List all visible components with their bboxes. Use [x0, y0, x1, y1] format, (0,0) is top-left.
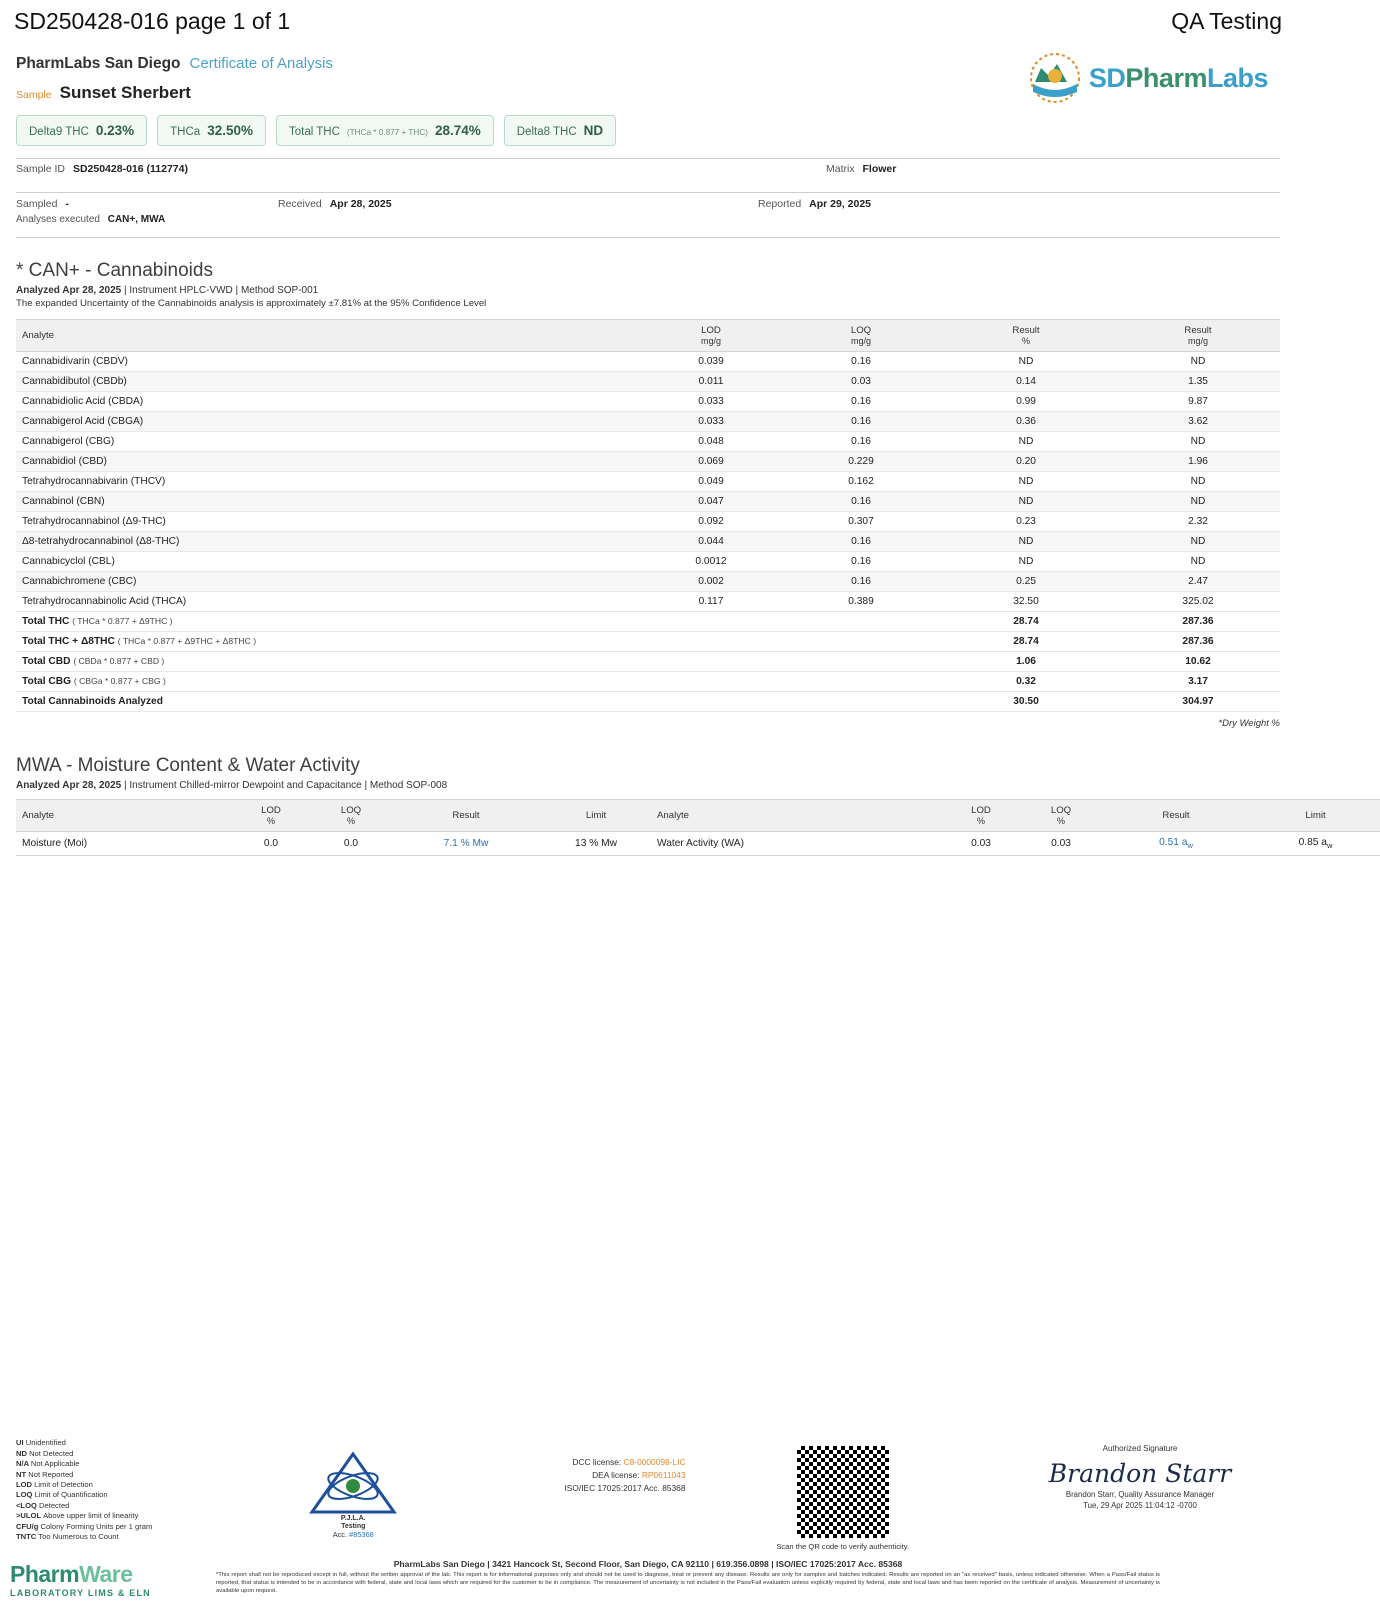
chip-formula: (THCa * 0.877 + THC)	[346, 128, 428, 137]
analyte-result-mg: ND	[1116, 552, 1280, 572]
analyte-name: Cannabidiolic Acid (CBDA)	[16, 392, 636, 412]
mwa-table	[16, 799, 1380, 856]
total-loq	[786, 652, 936, 672]
received-label: Received	[278, 198, 322, 210]
analyte-result-pct: 0.25	[936, 572, 1116, 592]
col-result-pct-unit: %	[1021, 336, 1030, 346]
pharmlabs-badge-icon	[1027, 52, 1083, 104]
total-result-mg: 304.97	[1116, 692, 1280, 712]
total-loq	[786, 612, 936, 632]
pjla-accreditation	[293, 1438, 413, 1539]
analyte-name: Cannabidibutol (CBDb)	[16, 372, 636, 392]
legend-text: Not Detected	[29, 1448, 74, 1458]
dcc-label: DCC license:	[572, 1457, 622, 1468]
analyte-lod: 0.117	[636, 592, 786, 612]
mwa-moisture-lod: 0.0	[231, 832, 311, 856]
legend-item	[16, 1532, 231, 1542]
analyte-name: Cannabidivarin (CBDV)	[16, 352, 636, 372]
analyte-lod: 0.033	[636, 412, 786, 432]
footer-address: PharmLabs San Diego | 3421 Hancock St, Second Floor, San Diego, CA 92110 | 619.356.0898 | ISO/IEC 17025:2017 Acc. 85368	[393, 1559, 903, 1570]
dea-value: RP0611043	[641, 1470, 686, 1481]
analyte-result-mg: 2.32	[1116, 512, 1280, 532]
col-lod-unit: mg/g	[700, 336, 721, 346]
pharmware-name-b: Ware	[79, 1561, 133, 1587]
analyte-lod: 0.048	[636, 432, 786, 452]
col-result-mg	[1116, 320, 1280, 352]
col-result-mg-unit: mg/g	[1187, 336, 1208, 346]
analyte-result-mg: 2.47	[1116, 572, 1280, 592]
pharmware-wordmark	[10, 1561, 180, 1588]
qr-caption: Scan the QR code to verify authenticity.	[776, 1542, 910, 1552]
total-label: Total CBG ( CBGa * 0.877 + CBG )	[16, 672, 636, 692]
total-result-pct: 30.50	[936, 692, 1116, 712]
analyte-result-mg: 9.87	[1116, 392, 1280, 412]
pharmware-logo	[10, 1561, 180, 1598]
legend-code: NT	[16, 1469, 29, 1479]
pjla-acc-num: #85368	[349, 1530, 374, 1540]
page-footer	[0, 1438, 1296, 1604]
legend-text: Limit of Quantification	[34, 1490, 108, 1500]
analyte-lod: 0.011	[636, 372, 786, 392]
mwa-col-loq	[311, 800, 391, 832]
mwa-wa-lod: 0.03	[941, 832, 1021, 856]
total-result-mg: 10.62	[1116, 652, 1280, 672]
chip-total-thc	[276, 115, 494, 146]
total-result-mg: 3.17	[1116, 672, 1280, 692]
mwa-col-limit2: Limit	[1251, 800, 1380, 832]
report-id-page: SD250428-016 page 1 of 1	[14, 8, 291, 34]
meta-row-dates	[16, 193, 1280, 212]
logo-wordmark	[1089, 63, 1268, 94]
col-lod-text: LOD	[701, 325, 721, 336]
total-label: Total THC + Δ8THC ( THCa * 0.877 + Δ9THC + Δ8THC )	[16, 632, 636, 652]
cannabinoids-table	[16, 319, 1280, 712]
mwa-header-row	[16, 800, 1380, 832]
table-row	[16, 552, 1280, 572]
mwa-wa-limit	[1251, 832, 1380, 856]
table-row-total	[16, 652, 1280, 672]
cann-method: Method SOP-001	[240, 285, 319, 296]
analyte-result-mg: ND	[1116, 352, 1280, 372]
legend-code: N/A	[16, 1459, 31, 1469]
analyte-result-pct: 32.50	[936, 592, 1116, 612]
signature-block	[1000, 1438, 1280, 1512]
legend-item	[16, 1470, 231, 1480]
analyte-loq: 0.16	[786, 392, 936, 412]
signature-image: Brandon Starr	[1048, 1459, 1232, 1489]
total-formula: ( CBGa * 0.877 + CBG )	[73, 676, 166, 686]
cann-instrument: Instrument HPLC-VWD	[129, 285, 233, 296]
mwa-moisture-limit: 13 % Mw	[541, 832, 651, 856]
mwa-wa-limit-sub: w	[1326, 841, 1333, 851]
col-loq	[786, 320, 936, 352]
col-result-pct-text: Result	[1012, 325, 1040, 336]
pjla-svg	[310, 1452, 396, 1514]
analyte-result-mg: ND	[1116, 472, 1280, 492]
chip-value: 28.74%	[434, 123, 481, 138]
mwa-method-line: Analyzed Apr 28, 2025 | Instrument Chilled-mirror Dewpoint and Capacitance | Method SOP-008	[16, 780, 448, 791]
analyte-result-pct: ND	[936, 532, 1116, 552]
mwa-col-loq2-text: LOQ	[1050, 805, 1072, 816]
legend-code: LOD	[16, 1479, 35, 1489]
legend-item	[16, 1438, 231, 1448]
legend-text: Detected	[39, 1500, 70, 1510]
mwa-col-loq2-unit: %	[1056, 816, 1065, 826]
total-lod	[636, 652, 786, 672]
sd-pharmlabs-logo	[1027, 52, 1268, 104]
badge-svg	[1027, 52, 1083, 104]
footer-top	[16, 1438, 1280, 1557]
legend-code: >ULOL	[16, 1511, 44, 1521]
logo-pharm: Pharm	[1125, 62, 1207, 93]
col-loq-unit: mg/g	[850, 336, 871, 346]
chip-label: Delta8 THC	[516, 126, 577, 138]
signature-role: Brandon Starr, Quality Assurance Manager	[1065, 1490, 1215, 1500]
legend-code: TNTC	[16, 1532, 39, 1542]
total-lod	[636, 612, 786, 632]
analyte-name: Cannabigerol Acid (CBGA)	[16, 412, 636, 432]
col-loq-text: LOQ	[850, 325, 872, 336]
analyte-loq: 0.16	[786, 572, 936, 592]
total-formula: ( THCa * 0.877 + Δ9THC + Δ8THC )	[117, 636, 257, 646]
table-row-total	[16, 672, 1280, 692]
analyte-loq: 0.389	[786, 592, 936, 612]
footer-disclaimer: *This report shall not be reproduced except in full, without the written approval of the lab. This report is for informational purposes only and should not be used to diagnose, treat or prevent any disease. Results are only for samples and batches indicated. Results are reported on an "as received" basis, unless indicated otherwise. When a Pass/Fail status is reported, that status is intended to be in accordance with federal, state and local laws which are required for the customer to be in compliance. The measurement of uncertainty is not included in the Pass/Fail evaluation unless explicitly required by federal, state and local laws and has been reported on the certificate of analysis. Measurement of uncertainty is available upon request.	[216, 1572, 1160, 1595]
analyte-result-pct: 0.20	[936, 452, 1116, 472]
mwa-wa-limit-text: 0.85 a	[1298, 837, 1327, 848]
pharmware-tagline: LABORATORY LIMS & ELN	[10, 1588, 151, 1598]
dea-license	[476, 1469, 686, 1482]
logo-labs: Labs	[1206, 62, 1268, 93]
document-body	[0, 55, 1333, 856]
analyte-result-mg: 1.96	[1116, 452, 1280, 472]
analyte-result-pct: ND	[936, 552, 1116, 572]
analyses-executed	[16, 212, 1280, 225]
chip-label: THCa	[170, 126, 201, 138]
table-row	[16, 492, 1280, 512]
table-row	[16, 452, 1280, 472]
legend-item	[16, 1511, 231, 1521]
dea-label: DEA license:	[592, 1470, 640, 1481]
analyte-loq: 0.16	[786, 432, 936, 452]
cannabinoids-uncertainty: The expanded Uncertainty of the Cannabinoids analysis is approximately ±7.81% at the 95% Confidence Level	[16, 298, 487, 309]
total-result-pct: 0.32	[936, 672, 1116, 692]
mwa-col-analyte: Analyte	[16, 800, 231, 832]
qr-block	[748, 1438, 938, 1551]
sampled-label: Sampled	[16, 198, 58, 210]
legend-text: Not Reported	[28, 1469, 74, 1479]
analyte-loq: 0.16	[786, 532, 936, 552]
legend-code: <LOQ	[16, 1500, 39, 1510]
matrix-label: Matrix	[826, 163, 855, 175]
table-row	[16, 532, 1280, 552]
mwa-instrument: Instrument Chilled-mirror Dewpoint and Capacitance	[129, 780, 362, 791]
legend-item	[16, 1522, 231, 1532]
analyte-result-mg: ND	[1116, 432, 1280, 452]
total-formula: ( CBDa * 0.877 + CBD )	[73, 656, 165, 666]
mwa-title: MWA - Moisture Content & Water Activity	[16, 755, 360, 776]
analyte-lod: 0.049	[636, 472, 786, 492]
mwa-wa-result-text: 0.51 a	[1159, 837, 1188, 848]
lab-name: PharmLabs San Diego	[16, 55, 181, 72]
analyte-result-pct: ND	[936, 492, 1116, 512]
analyte-loq: 0.16	[786, 352, 936, 372]
analyte-name: Tetrahydrocannabivarin (THCV)	[16, 472, 636, 492]
reported-value: Apr 29, 2025	[809, 198, 871, 210]
analyte-result-mg: ND	[1116, 492, 1280, 512]
legend-item	[16, 1501, 231, 1511]
col-analyte: Analyte	[16, 320, 636, 352]
legend-code: LOQ	[16, 1490, 35, 1500]
matrix-value: Flower	[862, 163, 897, 175]
analyte-lod: 0.039	[636, 352, 786, 372]
total-result-mg: 287.36	[1116, 632, 1280, 652]
page-header	[0, 0, 1296, 39]
sample-id-label: Sample ID	[16, 163, 66, 175]
mwa-col-result2: Result	[1101, 800, 1251, 832]
table-row	[16, 372, 1280, 392]
analyte-name: Cannabichromene (CBC)	[16, 572, 636, 592]
total-formula: ( THCa * 0.877 + Δ9THC )	[72, 616, 173, 626]
analyte-result-pct: 0.14	[936, 372, 1116, 392]
analyte-name: Tetrahydrocannabinol (Δ9-THC)	[16, 512, 636, 532]
mwa-col-lod2-unit: %	[976, 816, 985, 826]
analyte-name: Cannabinol (CBN)	[16, 492, 636, 512]
col-lod	[636, 320, 786, 352]
legend-text: Not Applicable	[30, 1459, 80, 1469]
chip-label: Total THC	[288, 126, 340, 138]
analyte-loq: 0.16	[786, 492, 936, 512]
analyte-result-pct: ND	[936, 472, 1116, 492]
mwa-method: Method SOP-008	[369, 780, 448, 791]
analyte-lod: 0.033	[636, 392, 786, 412]
analyte-result-pct: 0.36	[936, 412, 1116, 432]
total-lod	[636, 692, 786, 712]
pjla-name: P.J.L.A.	[340, 1515, 366, 1523]
meta-row-sample	[16, 159, 1280, 180]
mwa-col-analyte2: Analyte	[651, 800, 941, 832]
legend-item	[16, 1480, 231, 1490]
legend-text: Too Numerous to Count	[38, 1532, 119, 1542]
mwa-wa-analyte: Water Activity (WA)	[651, 832, 941, 856]
analyte-result-pct: 0.99	[936, 392, 1116, 412]
legend-text: Colony Forming Units per 1 gram	[40, 1521, 153, 1531]
mwa-wa-result-sub: w	[1187, 841, 1193, 851]
mwa-analyzed: Analyzed Apr 28, 2025	[16, 780, 122, 791]
pjla-sub: Testing	[341, 1523, 366, 1531]
analyte-loq: 0.307	[786, 512, 936, 532]
analyte-name: Cannabigerol (CBG)	[16, 432, 636, 452]
dcc-value: C8-0000098-LIC	[623, 1457, 686, 1468]
signature-timestamp: Tue, 29 Apr 2025 11:04:12 -0700	[1083, 1501, 1197, 1510]
mwa-col-limit: Limit	[541, 800, 651, 832]
divider	[16, 237, 1280, 238]
mwa-col-lod	[231, 800, 311, 832]
abbreviation-legend	[16, 1438, 231, 1543]
analyte-lod: 0.002	[636, 572, 786, 592]
analyte-result-pct: 0.23	[936, 512, 1116, 532]
analyte-lod: 0.069	[636, 452, 786, 472]
logo-sd: SD	[1088, 62, 1126, 93]
total-label: Total Cannabinoids Analyzed	[16, 692, 636, 712]
table-row	[16, 392, 1280, 412]
mwa-moisture-analyte: Moisture (Moi)	[16, 832, 231, 856]
table-row	[16, 592, 1280, 612]
analyte-name: Cannabidiol (CBD)	[16, 452, 636, 472]
analyte-result-pct: ND	[936, 432, 1116, 452]
chip-value: 32.50%	[207, 123, 253, 138]
total-lod	[636, 632, 786, 652]
dcc-license	[476, 1456, 686, 1469]
analyte-result-mg: 1.35	[1116, 372, 1280, 392]
mwa-moisture-result: 7.1 % Mw	[391, 832, 541, 856]
total-lod	[636, 672, 786, 692]
table-row	[16, 352, 1280, 372]
table-row	[16, 832, 1380, 856]
analyte-name: Tetrahydrocannabinolic Acid (THCA)	[16, 592, 636, 612]
cannabinoids-method-line: Analyzed Apr 28, 2025 | Instrument HPLC-VWD | Method SOP-001	[16, 285, 319, 296]
received-value: Apr 28, 2025	[329, 198, 392, 210]
signature-title: Authorized Signature	[1102, 1444, 1178, 1454]
pjla-triangle-icon	[310, 1452, 396, 1514]
license-block	[476, 1438, 686, 1495]
iso-accreditation: ISO/IEC 17025:2017 Acc. 85368	[564, 1483, 686, 1494]
legend-code: UI	[16, 1438, 26, 1448]
mwa-col-loq2	[1021, 800, 1101, 832]
chip-delta9-thc	[16, 115, 147, 146]
analyte-loq: 0.229	[786, 452, 936, 472]
mwa-col-lod2	[941, 800, 1021, 832]
legend-code: ND	[16, 1448, 30, 1458]
analyte-lod: 0.0012	[636, 552, 786, 572]
sample-name: Sunset Sherbert	[59, 83, 191, 102]
legend-code: CFU/g	[16, 1521, 41, 1531]
mwa-col-result: Result	[391, 800, 541, 832]
pjla-accreditation-number	[293, 1530, 413, 1539]
table-row	[16, 572, 1280, 592]
mwa-col-lod-text: LOD	[261, 805, 281, 816]
table-row-total	[16, 632, 1280, 652]
analyte-result-mg: 3.62	[1116, 412, 1280, 432]
total-result-pct: 1.06	[936, 652, 1116, 672]
analyte-result-mg: 325.02	[1116, 592, 1280, 612]
sample-tag: Sample	[16, 89, 52, 101]
pjla-acc-label: Acc.	[332, 1530, 350, 1540]
analyte-lod: 0.047	[636, 492, 786, 512]
table-row	[16, 432, 1280, 452]
table-row-total	[16, 692, 1280, 712]
analyte-name: Δ8-tetrahydrocannabinol (Δ8-THC)	[16, 532, 636, 552]
total-label: Total CBD ( CBDa * 0.877 + CBD )	[16, 652, 636, 672]
cannabinoids-title: * CAN+ - Cannabinoids	[16, 260, 213, 281]
chip-thca	[157, 115, 266, 146]
analyte-result-pct: ND	[936, 352, 1116, 372]
mwa-wa-result	[1101, 832, 1251, 856]
analyses-label: Analyses executed	[16, 214, 100, 225]
legend-text: Unidentified	[25, 1438, 66, 1448]
total-result-pct: 28.74	[936, 612, 1116, 632]
cann-analyzed: Analyzed Apr 28, 2025	[16, 285, 122, 296]
dry-weight-note: *Dry Weight %	[1218, 718, 1280, 729]
table-header-row	[16, 320, 1280, 352]
mwa-moisture-loq: 0.0	[311, 832, 391, 856]
client-name: QA Testing	[1171, 8, 1282, 34]
legend-item	[16, 1490, 231, 1500]
analyses-value: CAN+, MWA	[107, 214, 166, 225]
total-loq	[786, 692, 936, 712]
chip-label: Delta9 THC	[29, 126, 89, 138]
total-label: Total THC ( THCa * 0.877 + Δ9THC )	[16, 612, 636, 632]
total-loq	[786, 632, 936, 652]
analyte-loq: 0.16	[786, 552, 936, 572]
mwa-col-loq-text: LOQ	[340, 805, 362, 816]
total-loq	[786, 672, 936, 692]
cannabinoids-table-body	[16, 352, 1280, 712]
col-result-pct	[936, 320, 1116, 352]
legend-item	[16, 1459, 231, 1469]
potency-chips	[16, 115, 1280, 146]
table-row	[16, 472, 1280, 492]
mwa-col-lod2-text: LOD	[971, 805, 991, 816]
total-result-pct: 28.74	[936, 632, 1116, 652]
chip-value: ND	[583, 123, 604, 138]
analyte-result-mg: ND	[1116, 532, 1280, 552]
mwa-col-lod-unit: %	[266, 816, 275, 826]
chip-delta8-thc	[504, 115, 616, 146]
table-row-total	[16, 612, 1280, 632]
sample-id-value: SD250428-016 (112774)	[72, 163, 188, 175]
coa-label: Certificate of Analysis	[189, 55, 333, 72]
table-row	[16, 512, 1280, 532]
analyte-loq: 0.03	[786, 372, 936, 392]
mwa-wa-loq: 0.03	[1021, 832, 1101, 856]
analyte-lod: 0.044	[636, 532, 786, 552]
mwa-col-loq-unit: %	[346, 816, 355, 826]
legend-text: Limit of Detection	[34, 1479, 93, 1489]
legend-text: Above upper limit of linearity	[43, 1511, 139, 1521]
table-row	[16, 412, 1280, 432]
reported-label: Reported	[758, 198, 802, 210]
chip-value: 0.23%	[95, 123, 135, 138]
analyte-lod: 0.092	[636, 512, 786, 532]
analyte-name: Cannabicyclol (CBL)	[16, 552, 636, 572]
total-result-mg: 287.36	[1116, 612, 1280, 632]
col-result-mg-text: Result	[1184, 325, 1212, 336]
qr-code-icon[interactable]	[797, 1446, 889, 1538]
analyte-loq: 0.16	[786, 412, 936, 432]
sampled-value: -	[65, 198, 69, 210]
legend-item	[16, 1449, 231, 1459]
analyte-loq: 0.162	[786, 472, 936, 492]
pharmware-name-a: Pharm	[10, 1561, 80, 1587]
